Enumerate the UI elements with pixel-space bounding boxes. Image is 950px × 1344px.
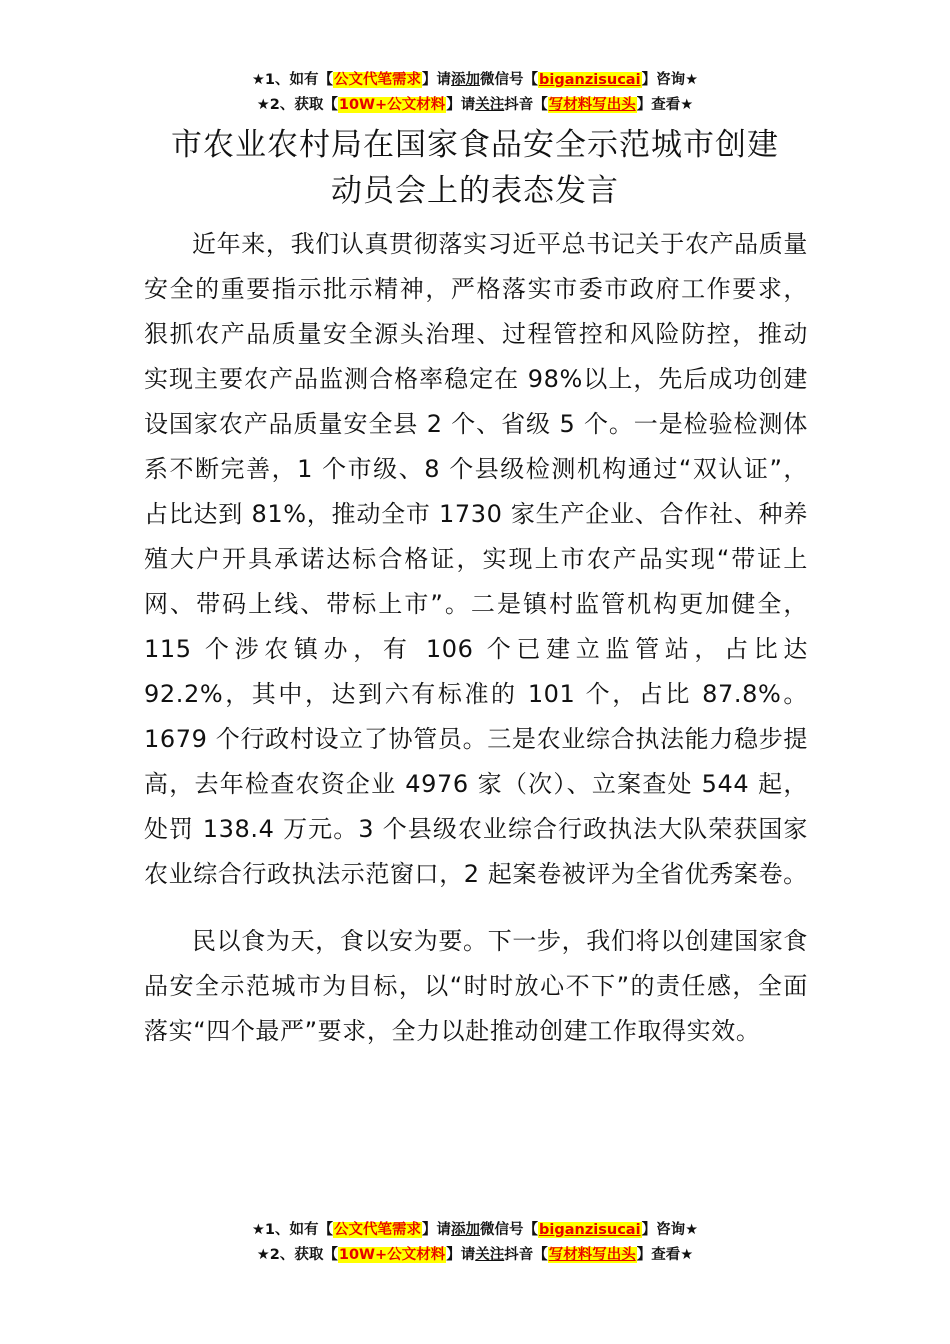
promo-highlight-douyin: 写材料写出头 — [548, 97, 636, 113]
promo-underlined-text: 关注 — [475, 1247, 505, 1263]
promo-text: 】咨询★ — [641, 72, 699, 88]
promo-highlight-materials: 10W+公文材料 — [338, 1247, 446, 1263]
promo-highlight-materials: 10W+公文材料 — [338, 97, 446, 113]
document-body — [144, 222, 808, 1054]
promo-text: 抖音【 — [504, 97, 548, 113]
body-paragraph-2: 民以食为天，食以安为要。下一步，我们将以创建国家食品安全示范城市为目标，以“时时放心不下”的责任感，全面落实“四个最严”要求，全力以赴推动创建工作取得实效。 — [144, 927, 808, 1045]
promo-line-1 — [0, 1218, 950, 1243]
promo-highlight-douyin: 写材料写出头 — [548, 1247, 636, 1263]
promo-text: 微信号【 — [480, 1222, 539, 1238]
promo-text: 】请 — [446, 1247, 476, 1263]
promo-text: 】咨询★ — [641, 1222, 699, 1238]
promo-text: 微信号【 — [480, 72, 539, 88]
promo-text: 】查看★ — [636, 97, 694, 113]
promo-text: ★1、如有【 — [251, 72, 334, 88]
promo-line-1 — [0, 68, 950, 93]
promo-text: 】请 — [422, 72, 452, 88]
promo-underlined-text: 关注 — [475, 97, 505, 113]
promo-highlight-service: 公文代笔需求 — [334, 72, 422, 88]
promo-text: ★1、如有【 — [251, 1222, 334, 1238]
promo-text: 抖音【 — [504, 1247, 548, 1263]
promo-text: 】请 — [422, 1222, 452, 1238]
promo-text: 】请 — [446, 97, 476, 113]
promo-line-2 — [0, 1243, 950, 1268]
header-promo-banner — [0, 68, 950, 118]
promo-highlight-wechat-id: biganzisucai — [539, 1222, 641, 1238]
promo-underlined-text: 添加 — [451, 1222, 481, 1238]
title-line-1: 市农业农村局在国家食品安全示范城市创建 — [171, 127, 779, 163]
promo-underlined-text: 添加 — [451, 72, 481, 88]
promo-highlight-service: 公文代笔需求 — [334, 1222, 422, 1238]
promo-text: ★2、获取【 — [256, 1247, 338, 1263]
footer-promo-banner — [0, 1218, 950, 1268]
body-paragraph-1: 近年来，我们认真贯彻落实习近平总书记关于农产品质量安全的重要指示批示精神，严格落实市委市政府工作要求，狠抓农产品质量安全源头治理、过程管控和风险防控，推动实现主要农产品监测合格率稳定在 98%以上，先后成功创建设国家农产品质量安全县 2 个、省级 5 个。一是检验检测体系不断完善，1 个市级、8 个县级检测机构通过“双认证”，占比达到 81%，推动全市 1730 家生产企业、合作社、种养殖大户开具承诺达标合格证，实现上市农产品实现“带证上网、带码上线、带标上市”。二是镇村监管机构更加健全，115 个涉农镇办，有 106 个已建立监管站，占比达 92.2%，其中，达到六有标准的 101 个，占比 87.8%。1679 个行政村设立了协管员。三是农业综合执法能力稳步提高，去年检查农资企业 4976 家（次）、立案查处 544 起，处罚 138.4 万元。3 个县级农业综合行政执法大队荣获国家农业综合行政执法示范窗口，2 起案卷被评为全省优秀案卷。 — [144, 230, 808, 888]
promo-line-2 — [0, 93, 950, 118]
promo-highlight-wechat-id: biganzisucai — [539, 72, 641, 88]
promo-text: 】查看★ — [636, 1247, 694, 1263]
title-line-2: 动员会上的表态发言 — [331, 173, 619, 209]
document-title — [120, 122, 830, 214]
promo-text: ★2、获取【 — [256, 97, 338, 113]
